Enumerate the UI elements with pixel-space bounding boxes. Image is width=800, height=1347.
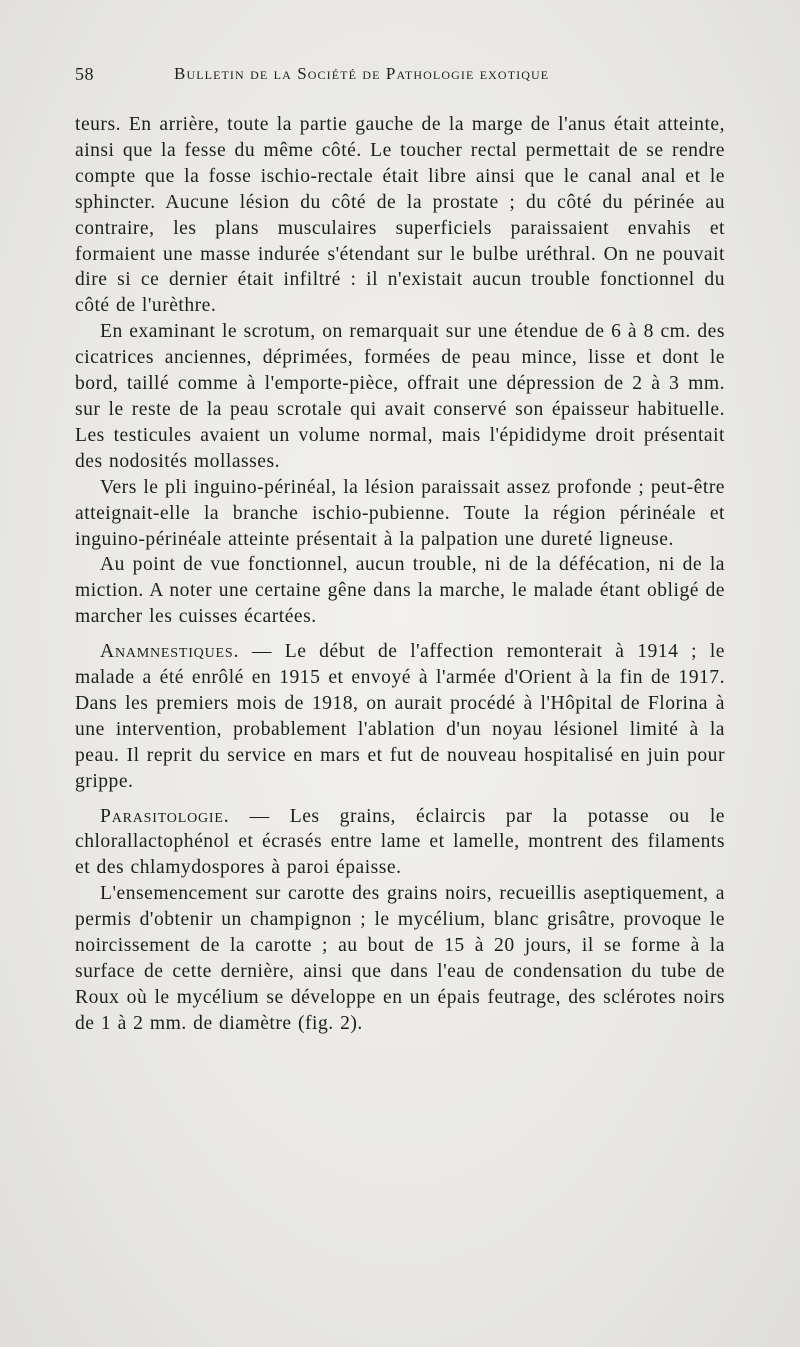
paragraph-text: — Le début de l'affection remonterait à 1914 ; le malade a été enrôlé en 1915 et envoyé à l'armée d'Orient à la fin de 1917. Dans les premiers mois de 1918, on aurait procédé à l'Hôpital de Florina à une intervention, probablement l'ablation d'un noyau lésionel limité à la peau. Il reprit du service en mars et fut de nouveau hospitalisé en juin pour grippe. [75,641,725,792]
section-gap [75,630,725,639]
section-gap [75,795,725,804]
paragraph-functional [75,552,725,630]
section-heading-anamnestiques: Anamnestiques. [100,641,240,663]
running-head [75,64,725,90]
article-body [75,112,725,1037]
paragraph-text: Au point de vue fonctionnel, aucun trouble, ni de la défécation, ni de la miction. A noter une certaine gêne dans la marche, le malade étant obligé de marcher les cuisses écartées. [75,554,725,628]
journal-title: Bulletin de la Société de Pathologie exotique [174,64,550,83]
paragraph-parasitology [75,804,725,882]
paragraph-text: Vers le pli inguino-périnéal, la lésion paraissait assez profonde ; peut-être atteignait-elle la branche ischio-pubienne. Toute la région périnéale et inguino-périnéale atteinte présentait à la palpation une dureté ligneuse. [75,476,725,550]
paragraph-text: teurs. En arrière, toute la partie gauche de la marge de l'anus était atteinte, ainsi que la fesse du même côté. Le toucher rectal permettait de se rendre compte que la fosse ischio-rectale était libre ainsi que le canal anal et le sphincter. Aucune lésion du côté de la prostate ; du côté du périnée au contraire, les plans musculaires superficiels paraissaient envahis et formaient une masse indurée s'étendant sur le bulbe uréthral. On ne pouvait dire si ce dernier était infiltré : il n'existait aucun trouble fonctionnel du côté de l'urèthre. [75,114,725,317]
paragraph-scrotum [75,319,725,474]
paragraph-continuation [75,112,725,319]
paragraph-inguinal-fold [75,475,725,553]
paragraph-anamnesis [75,639,725,794]
paragraph-text: L'ensemencement sur carotte des grains noirs, recueillis aseptiquement, a permis d'obtenir un champignon ; le mycélium, blanc grisâtre, provoque le noircissement de la carotte ; au bout de 15 à 20 jours, il se forme à la surface de cette dernière, ainsi que dans l'eau de condensation du tube de Roux où le mycélium se développe en un épais feutrage, des sclérotes noirs de 1 à 2 mm. de diamètre (fig. 2). [75,883,725,1034]
paragraph-text: En examinant le scrotum, on remarquait sur une étendue de 6 à 8 cm. des cicatrices anciennes, déprimées, formées de peau mince, lisse et dont le bord, taillé comme à l'emporte-pièce, offrait une dépression de 2 à 3 mm. sur le reste de la peau scrotale qui avait conservé son épaisseur habituelle. Les testicules avaient un volume normal, mais l'épididyme droit présentait des nodosités mollasses. [75,321,725,472]
page-number: 58 [75,64,94,84]
paragraph-culture [75,881,725,1036]
paragraph-text: — Les grains, éclaircis par la potasse ou le chlorallactophénol et écrasés entre lame et lamelle, montrent des filaments et des chlamydospores à paroi épaisse. [75,805,725,879]
section-heading-parasitologie: Parasitologie. [100,805,230,827]
